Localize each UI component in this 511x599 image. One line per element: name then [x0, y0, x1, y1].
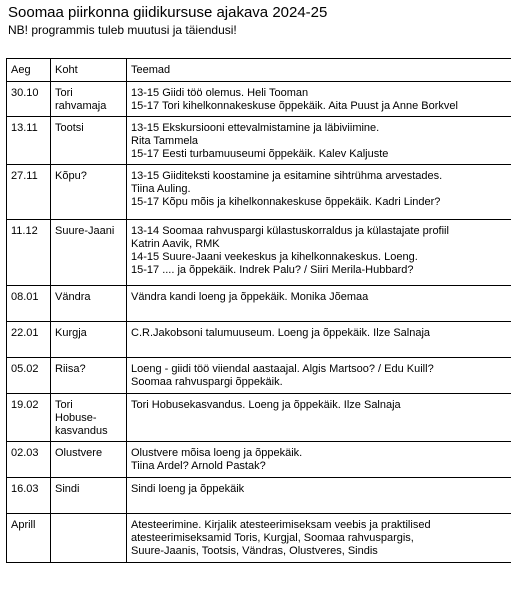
document-note: NB! programmis tuleb muutusi ja täiendusi!	[8, 23, 237, 37]
row-date	[7, 442, 51, 478]
document-title: Soomaa piirkonna giidikursuse ajakava 2024-25	[8, 4, 328, 21]
row-date-text: 11.12	[11, 225, 38, 237]
row-topic-line: atesteerimiseksamid Toris, Kurgjal, Soomaa rahvuspargis,	[131, 532, 414, 544]
row-date	[7, 286, 51, 322]
header-place: Koht	[51, 59, 127, 82]
table-row	[7, 82, 511, 117]
row-place-line: Tootsi	[55, 122, 84, 134]
row-topics	[127, 358, 511, 394]
row-place	[51, 286, 127, 322]
table-row	[7, 514, 511, 563]
row-topic-line: 15-17 .... ja õppekäik. Indrek Palu? / Siiri Merila-Hubbard?	[131, 264, 414, 276]
row-place-line: Kurgja	[55, 327, 87, 339]
row-topic-line: Vändra kandi loeng ja õppekäik. Monika Jõemaa	[131, 291, 369, 303]
row-topic-line: Soomaa rahvuspargi õppekäik.	[131, 376, 283, 388]
row-topic-line: 13-15 Giiditeksti koostamine ja esitamine sihtrühma arvestades.	[131, 170, 443, 182]
row-topic-line: 13-15 Ekskursiooni ettevalmistamine ja läbiviimine.	[131, 122, 380, 134]
row-date	[7, 82, 51, 117]
row-topic-line: 13-14 Soomaa rahvuspargi külastuskorraldus ja külastajate profiil	[131, 225, 449, 237]
row-date	[7, 165, 51, 220]
table-row	[7, 165, 511, 220]
table-row	[7, 322, 511, 358]
table-row	[7, 117, 511, 165]
row-place-line: Sindi	[55, 483, 80, 495]
row-place	[51, 442, 127, 478]
table-row	[7, 478, 511, 514]
table-row	[7, 394, 511, 442]
row-topic-line: 15-17 Kõpu mõis ja kihelkonnakeskuse õppekäik. Kadri Linder?	[131, 196, 441, 208]
row-topics	[127, 442, 511, 478]
row-date-text: 08.01	[11, 291, 39, 303]
row-place	[51, 322, 127, 358]
row-topic-line: Katrin Aavik, RMK	[131, 238, 220, 250]
row-place-line: Tori	[55, 399, 73, 411]
row-date-text: 02.03	[11, 447, 39, 459]
row-place	[51, 165, 127, 220]
row-date	[7, 322, 51, 358]
row-date-text: 19.02	[11, 399, 39, 411]
row-date	[7, 358, 51, 394]
row-topic-line: Tiina Ardel? Arnold Pastak?	[131, 460, 266, 472]
row-date	[7, 514, 51, 563]
row-place-line: kasvandus	[55, 425, 108, 437]
row-topic-line: C.R.Jakobsoni talumuuseum. Loeng ja õppekäik. Ilze Salnaja	[131, 327, 431, 339]
row-place	[51, 117, 127, 165]
row-date-text: 22.01	[11, 327, 39, 339]
table-row	[7, 442, 511, 478]
row-topic-line: Olustvere mõisa loeng ja õppekäik.	[131, 447, 303, 459]
row-topic-line: Sindi loeng ja õppekäik	[131, 483, 245, 495]
row-topic-line: 15-17 Tori kihelkonnakeskuse õppekäik. Aita Puust ja Anne Borkvel	[131, 100, 458, 112]
row-date	[7, 478, 51, 514]
row-date-text: 16.03	[11, 483, 39, 495]
table-header-row	[7, 59, 511, 82]
schedule-table	[6, 58, 511, 563]
row-date-text: 27.11	[11, 170, 38, 182]
row-date	[7, 117, 51, 165]
row-date-text: 05.02	[11, 363, 39, 375]
row-place	[51, 82, 127, 117]
row-topics	[127, 514, 511, 563]
row-place	[51, 514, 127, 563]
table-row	[7, 286, 511, 322]
header-date: Aeg	[7, 59, 51, 82]
row-topics	[127, 322, 511, 358]
row-topics	[127, 117, 511, 165]
row-topic-line: 15-17 Eesti turbamuuseumi õppekäik. Kalev Kaljuste	[131, 148, 389, 160]
row-topic-line: 14-15 Suure-Jaani veekeskus ja kihelkonnakeskus. Loeng.	[131, 251, 418, 263]
row-date-text: 30.10	[11, 87, 39, 99]
header-topics: Teemad	[127, 59, 511, 82]
row-place-line: Hobuse-	[55, 412, 97, 424]
row-place	[51, 220, 127, 286]
row-place	[51, 394, 127, 442]
row-place-line: Riisa?	[55, 363, 86, 375]
row-topic-line: Tori Hobusekasvandus. Loeng ja õppekäik. Ilze Salnaja	[131, 399, 401, 411]
schedule-body	[7, 82, 511, 563]
row-date	[7, 220, 51, 286]
row-place-line: Suure-Jaani	[55, 225, 115, 237]
row-place	[51, 358, 127, 394]
row-topic-line: Suure-Jaanis, Tootsis, Vändras, Olustveres, Sindis	[131, 545, 378, 557]
row-topics	[127, 286, 511, 322]
row-topics	[127, 82, 511, 117]
row-place-line: Olustvere	[55, 447, 103, 459]
row-topic-line: Rita Tammela	[131, 135, 199, 147]
row-date-text: Aprill	[11, 519, 36, 531]
row-topics	[127, 394, 511, 442]
row-date-text: 13.11	[11, 122, 38, 134]
row-topic-line: 13-15 Giidi töö olemus. Heli Tooman	[131, 87, 309, 99]
row-date	[7, 394, 51, 442]
row-topics	[127, 220, 511, 286]
row-topic-line: Atesteerimine. Kirjalik atesteerimiseksam veebis ja praktilised	[131, 519, 431, 531]
row-place	[51, 478, 127, 514]
row-place-line: Vändra	[55, 291, 91, 303]
row-topic-line: Tiina Auling.	[131, 183, 191, 195]
table-row	[7, 358, 511, 394]
row-topics	[127, 165, 511, 220]
row-topics	[127, 478, 511, 514]
row-place-line: Tori	[55, 87, 73, 99]
row-topic-line: Loeng - giidi töö viiendal aastaajal. Algis Martsoo? / Edu Kuill?	[131, 363, 434, 375]
row-place-line: Kõpu?	[55, 170, 87, 182]
row-place-line: rahvamaja	[55, 100, 107, 112]
table-row	[7, 220, 511, 286]
